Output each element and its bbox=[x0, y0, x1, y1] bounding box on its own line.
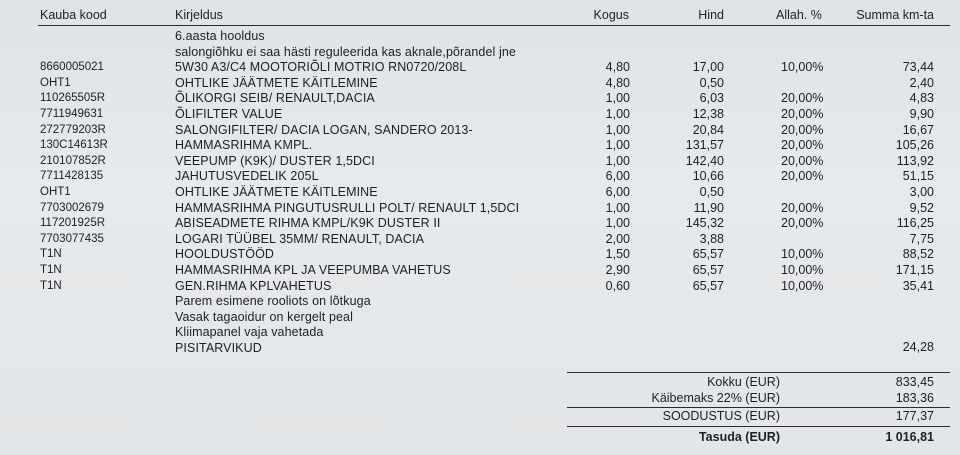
total-value: 833,45 bbox=[895, 375, 934, 389]
line-item-desc: 6.aasta hooldus bbox=[175, 29, 265, 43]
line-item-qty: 4,80 bbox=[605, 75, 630, 90]
line-item-qty: 2,90 bbox=[605, 263, 630, 277]
line-item-row bbox=[0, 247, 960, 262]
line-item-desc: Kliimapanel vaja vahetada bbox=[175, 325, 324, 340]
line-item-sum: 9,52 bbox=[909, 200, 934, 215]
line-item-desc: ÕLIFILTER VALUE bbox=[175, 107, 283, 121]
line-item-code: T1N bbox=[40, 279, 62, 292]
pay-label: Tasuda (EUR) bbox=[698, 430, 780, 444]
line-item-sum: 7,75 bbox=[909, 231, 934, 246]
line-item-sum: 3,00 bbox=[909, 185, 934, 199]
totals-top-rule bbox=[567, 372, 950, 373]
line-item-row bbox=[0, 310, 960, 325]
totals-mid-rule bbox=[567, 407, 950, 408]
line-item-disc: 10,00% bbox=[781, 263, 824, 277]
line-item-sum: 171,15 bbox=[895, 263, 934, 277]
header-sum: Summa km-ta bbox=[856, 8, 934, 22]
pisitarvikud-sum: 24,28 bbox=[902, 340, 934, 354]
line-item-desc: HOOLDUSTÖÖD bbox=[175, 247, 275, 262]
line-item-price: 10,66 bbox=[692, 169, 724, 184]
line-item-code: 272779203R bbox=[40, 123, 106, 136]
line-item-sum: 88,52 bbox=[902, 247, 934, 262]
line-item-disc: 20,00% bbox=[781, 122, 824, 137]
line-item-row bbox=[0, 154, 960, 169]
line-item-qty: 1,00 bbox=[605, 91, 630, 106]
line-item-price: 3,88 bbox=[699, 231, 724, 246]
line-item-qty: 1,00 bbox=[605, 107, 630, 121]
line-item-disc: 10,00% bbox=[781, 60, 824, 75]
line-item-row bbox=[0, 232, 960, 247]
line-item-sum: 9,90 bbox=[909, 107, 934, 121]
line-item-desc: ABISEADMETE RIHMA KMPL/K9K DUSTER II bbox=[175, 216, 441, 231]
header-quantity: Kogus bbox=[593, 8, 629, 22]
line-item-sum: 16,67 bbox=[902, 122, 934, 137]
line-item-disc: 20,00% bbox=[781, 200, 824, 215]
line-item-desc: salongiõhku ei saa hästi reguleerida kas aknale,põrandel jne bbox=[175, 44, 516, 59]
line-item-desc: OHTLIKE JÄÄTMETE KÄITLEMINE bbox=[175, 185, 378, 199]
header-price: Hind bbox=[698, 8, 724, 22]
line-item-price: 65,57 bbox=[692, 263, 724, 277]
line-item-desc: OHTLIKE JÄÄTMETE KÄITLEMINE bbox=[175, 75, 378, 90]
line-item-row bbox=[0, 216, 960, 231]
line-item-desc: HAMMASRIHMA PINGUTUSRULLI POLT/ RENAULT 1,5DCI bbox=[175, 200, 520, 215]
line-item-disc: 20,00% bbox=[781, 107, 824, 121]
total-label: Kokku (EUR) bbox=[707, 375, 780, 389]
line-item-row bbox=[0, 107, 960, 122]
line-item-desc: HAMMASRIHMA KMPL. bbox=[175, 138, 313, 153]
line-item-qty: 1,50 bbox=[605, 247, 630, 262]
line-item-qty: 6,00 bbox=[605, 185, 630, 199]
line-item-row bbox=[0, 185, 960, 200]
header-discount: Allah. % bbox=[776, 8, 822, 22]
line-item-code: 7703077435 bbox=[40, 232, 104, 245]
line-item-desc: Vasak tagaoidur on kergelt peal bbox=[175, 309, 353, 324]
pay-value: 1 016,81 bbox=[885, 430, 934, 444]
line-item-disc: 20,00% bbox=[781, 153, 824, 168]
line-item-row bbox=[0, 91, 960, 106]
line-item-row bbox=[0, 169, 960, 184]
line-item-price: 0,50 bbox=[699, 75, 724, 90]
line-item-code: 210107852R bbox=[40, 154, 106, 167]
line-item-sum: 51,15 bbox=[902, 169, 934, 184]
line-item-price: 65,57 bbox=[692, 247, 724, 262]
line-item-price: 11,90 bbox=[693, 200, 724, 215]
line-item-qty: 1,00 bbox=[605, 138, 630, 153]
line-item-sum: 73,44 bbox=[902, 60, 934, 75]
totals-bottom-rule bbox=[567, 426, 950, 427]
line-item-disc: 20,00% bbox=[781, 169, 824, 184]
line-item-code: 8660005021 bbox=[40, 61, 104, 74]
line-item-code: 117201925R bbox=[40, 217, 106, 230]
line-item-sum: 4,83 bbox=[909, 91, 934, 106]
vat-value: 183,36 bbox=[895, 391, 934, 405]
line-item-qty: 0,60 bbox=[605, 278, 630, 293]
line-item-price: 20,84 bbox=[692, 122, 724, 137]
line-item-price: 17,00 bbox=[692, 60, 724, 75]
line-item-desc: VEEPUMP (K9K)/ DUSTER 1,5DCI bbox=[175, 153, 375, 168]
line-item-disc: 20,00% bbox=[781, 91, 824, 106]
line-item-price: 0,50 bbox=[699, 185, 724, 199]
line-item-price: 12,38 bbox=[692, 107, 724, 121]
line-item-code: 130C14613R bbox=[40, 139, 108, 152]
line-item-row bbox=[0, 45, 960, 60]
line-item-row bbox=[0, 76, 960, 91]
line-item-sum: 116,25 bbox=[896, 216, 934, 231]
line-item-qty: 6,00 bbox=[605, 169, 630, 184]
line-item-row bbox=[0, 138, 960, 153]
line-item-code: 7703002679 bbox=[40, 201, 104, 214]
line-item-desc: SALONGIFILTER/ DACIA LOGAN, SANDERO 2013- bbox=[175, 122, 473, 137]
line-item-price: 142,40 bbox=[685, 153, 724, 168]
line-item-sum: 35,41 bbox=[902, 278, 934, 293]
line-item-price: 131,57 bbox=[685, 138, 724, 153]
line-item-row bbox=[0, 325, 960, 340]
header-divider bbox=[38, 25, 950, 26]
line-item-code: OHT1 bbox=[40, 76, 71, 89]
line-item-row bbox=[0, 123, 960, 138]
line-item-desc: JAHUTUSVEDELIK 205L bbox=[175, 169, 319, 184]
line-item-row bbox=[0, 263, 960, 278]
line-item-qty: 1,00 bbox=[605, 122, 630, 137]
line-item-qty: 1,00 bbox=[605, 216, 630, 231]
line-item-desc: PISITARVIKUD bbox=[175, 341, 262, 355]
line-item-disc: 10,00% bbox=[781, 247, 824, 262]
line-item-desc: 5W30 A3/C4 MOOTORIÕLI MOTRIO RN0720/208L bbox=[175, 60, 467, 75]
line-item-row bbox=[0, 279, 960, 294]
line-item-code: OHT1 bbox=[40, 186, 71, 198]
header-code: Kauba kood bbox=[40, 8, 107, 22]
line-item-code: 7711949631 bbox=[40, 108, 104, 120]
line-item-row bbox=[0, 60, 960, 75]
header-description: Kirjeldus bbox=[175, 8, 223, 22]
line-item-qty: 4,80 bbox=[605, 60, 630, 75]
line-item-desc: GEN.RIHMA KPLVAHETUS bbox=[175, 278, 332, 293]
discount-value: 177,37 bbox=[895, 409, 934, 423]
line-item-price: 145,32 bbox=[685, 216, 724, 231]
line-item-sum: 2,40 bbox=[909, 75, 934, 90]
line-item-desc: LOGARI TÜÜBEL 35MM/ RENAULT, DACIA bbox=[175, 231, 425, 246]
line-item-desc: HAMMASRIHMA KPL JA VEEPUMBA VAHETUS bbox=[175, 263, 451, 277]
line-item-disc: 20,00% bbox=[781, 216, 824, 231]
line-item-disc: 10,00% bbox=[781, 278, 824, 293]
line-item-code: 110265505R bbox=[40, 92, 106, 105]
line-item-desc: ÕLIKORGI SEIB/ RENAULT,DACIA bbox=[175, 91, 375, 106]
line-item-desc: Parem esimene rooliots on lõtkuga bbox=[175, 294, 371, 309]
line-item-qty: 1,00 bbox=[605, 200, 630, 215]
discount-label: SOODUSTUS (EUR) bbox=[662, 409, 780, 423]
line-item-sum: 105,26 bbox=[895, 138, 934, 153]
line-item-qty: 1,00 bbox=[605, 153, 630, 168]
line-item-qty: 2,00 bbox=[605, 231, 630, 246]
line-item-code: T1N bbox=[40, 264, 62, 276]
line-item-code: 7711428135 bbox=[40, 170, 104, 183]
line-item-row bbox=[0, 29, 960, 44]
line-item-row bbox=[0, 201, 960, 216]
line-item-row bbox=[0, 341, 960, 356]
line-item-row bbox=[0, 294, 960, 309]
line-item-code: T1N bbox=[40, 248, 62, 261]
line-item-price: 65,57 bbox=[692, 278, 724, 293]
line-item-disc: 20,00% bbox=[781, 138, 824, 153]
line-item-sum: 113,92 bbox=[896, 153, 934, 168]
line-item-price: 6,03 bbox=[699, 91, 724, 106]
vat-label: Käibemaks 22% (EUR) bbox=[651, 391, 780, 405]
